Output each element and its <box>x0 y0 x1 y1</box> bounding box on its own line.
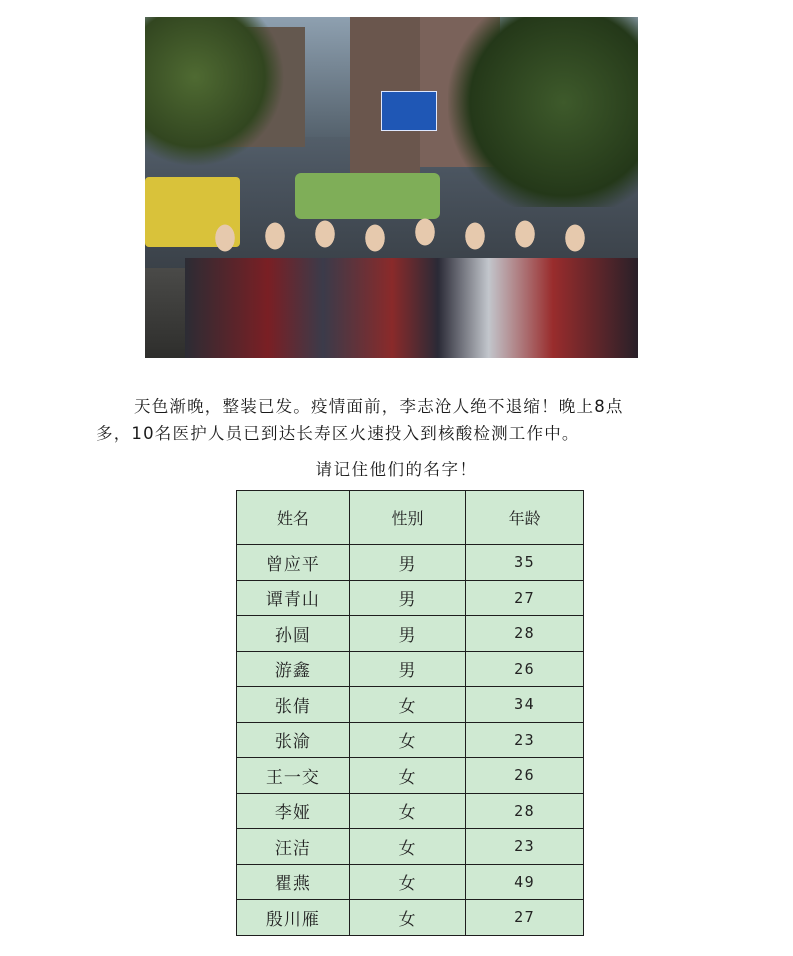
table-row <box>237 651 584 687</box>
photo-trees <box>448 17 638 207</box>
table-row <box>237 580 584 616</box>
header-age: 年龄 <box>466 491 584 545</box>
table-row <box>237 793 584 829</box>
header-name: 姓名 <box>237 491 350 545</box>
cell-gender: 女 <box>349 829 466 865</box>
cell-name: 孙圆 <box>237 616 350 652</box>
cell-name: 张渝 <box>237 722 350 758</box>
cell-age: 23 <box>466 829 584 865</box>
table-row <box>237 900 584 936</box>
cell-gender: 男 <box>349 545 466 581</box>
table-row <box>237 829 584 865</box>
photo-road-sign <box>381 91 437 131</box>
photo-trees <box>145 17 285 167</box>
cell-age: 28 <box>466 616 584 652</box>
body-paragraph <box>96 393 696 447</box>
cell-name: 曾应平 <box>237 545 350 581</box>
cell-name: 游鑫 <box>237 651 350 687</box>
cell-gender: 女 <box>349 793 466 829</box>
cell-name: 汪洁 <box>237 829 350 865</box>
cell-age: 23 <box>466 722 584 758</box>
paragraph-line-1: 天色渐晚，整装已发。疫情面前，李志沧人绝不退缩！晚上8点 <box>134 397 624 416</box>
cell-age: 28 <box>466 793 584 829</box>
cell-gender: 女 <box>349 758 466 794</box>
cell-name: 李娅 <box>237 793 350 829</box>
table-row <box>237 545 584 581</box>
paragraph-line-2: 多，10名医护人员已到达长寿区火速投入到核酸检测工作中。 <box>96 424 580 443</box>
cell-gender: 女 <box>349 687 466 723</box>
cell-gender: 女 <box>349 722 466 758</box>
cell-gender: 男 <box>349 651 466 687</box>
cell-gender: 男 <box>349 580 466 616</box>
cell-age: 26 <box>466 758 584 794</box>
cell-age: 34 <box>466 687 584 723</box>
table-row <box>237 864 584 900</box>
crowd-photo <box>145 17 638 358</box>
cell-name: 瞿燕 <box>237 864 350 900</box>
table-row <box>237 687 584 723</box>
cell-age: 35 <box>466 545 584 581</box>
cell-age: 27 <box>466 900 584 936</box>
cell-gender: 男 <box>349 616 466 652</box>
table-row <box>237 722 584 758</box>
table-row <box>237 758 584 794</box>
header-gender: 性别 <box>349 491 466 545</box>
cell-name: 张倩 <box>237 687 350 723</box>
cell-age: 26 <box>466 651 584 687</box>
staff-table <box>236 490 584 936</box>
cell-name: 殷川雁 <box>237 900 350 936</box>
table-caption: 请记住他们的名字！ <box>315 460 478 479</box>
cell-name: 王一交 <box>237 758 350 794</box>
table-row <box>237 616 584 652</box>
table-header-row <box>237 491 584 545</box>
cell-gender: 女 <box>349 864 466 900</box>
cell-name: 谭青山 <box>237 580 350 616</box>
cell-age: 27 <box>466 580 584 616</box>
photo-crowd <box>185 208 638 358</box>
cell-age: 49 <box>466 864 584 900</box>
cell-gender: 女 <box>349 900 466 936</box>
